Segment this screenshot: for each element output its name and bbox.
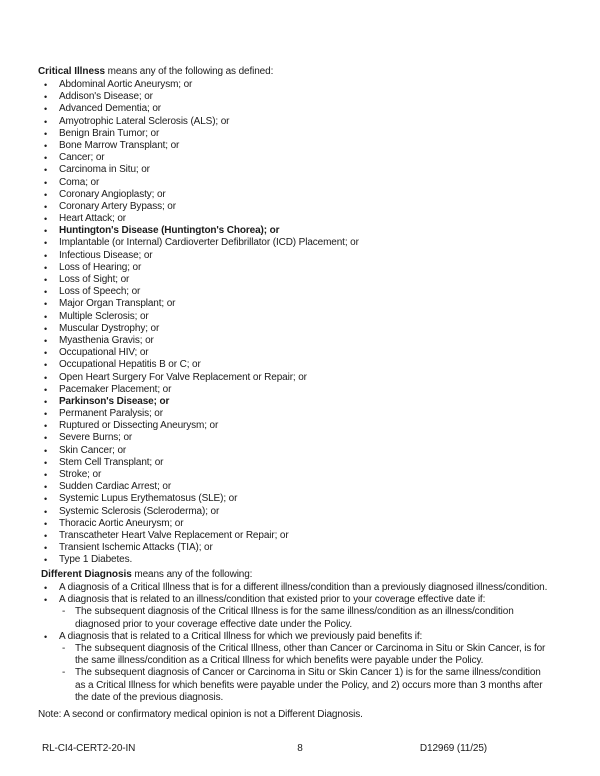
bullet-icon: • — [44, 92, 48, 103]
list-item-text: The subsequent diagnosis of Cancer or Carcinoma in Situ or Skin Cancer 1) is for the same illness/condition — [75, 667, 541, 679]
list-item-text: The subsequent diagnosis of the Critical Illness, other than Cancer or Carcinoma in Situ or Skin Cancer, is for — [75, 642, 546, 654]
bullet-icon: • — [44, 555, 48, 566]
list-item-text: Pacemaker Placement; or — [59, 383, 172, 395]
list-item-text: Stem Cell Transplant; or — [59, 456, 164, 468]
bullet-icon: • — [44, 421, 48, 432]
dash-icon: - — [62, 606, 66, 618]
dash-spacer — [62, 619, 75, 631]
list-item — [38, 408, 586, 420]
bullet-icon: • — [44, 323, 48, 334]
bullet-icon: • — [44, 226, 48, 237]
list-item — [38, 323, 586, 335]
dash-icon: - — [62, 642, 66, 654]
dash-spacer — [62, 655, 75, 667]
bullet-icon: • — [44, 335, 48, 346]
bullet-icon: • — [44, 287, 48, 298]
list-item-text: A diagnosis that is related to a Critical Illness for which we previously paid benefits if: — [59, 630, 423, 642]
list-item — [38, 103, 586, 115]
list-item — [38, 311, 586, 323]
bullet-icon: • — [44, 275, 48, 285]
list-item-text: Coronary Angioplasty; or — [59, 188, 166, 200]
bullet-icon: • — [44, 470, 48, 480]
list-item — [38, 250, 586, 262]
list-item — [38, 164, 586, 176]
list-item-text: Abdominal Aortic Aneurysm; or — [59, 79, 193, 90]
bullet-icon: • — [44, 214, 48, 225]
list-item-text: Ruptured or Dissecting Aneurysm; or — [59, 420, 219, 432]
bullet-icon: • — [44, 494, 48, 505]
footer-form-number: RL-CI4-CERT2-20-IN — [42, 743, 136, 754]
list-item — [38, 189, 586, 201]
critical-illness-heading-rest: means any of the following as defined: — [105, 66, 274, 77]
bullet-icon: • — [44, 238, 48, 249]
list-item — [38, 420, 586, 432]
list-item — [38, 542, 586, 554]
dash-icon: - — [62, 667, 66, 679]
list-item-text: Skin Cancer; or — [59, 444, 127, 456]
list-item — [38, 335, 586, 347]
page-footer — [0, 743, 600, 757]
list-item — [38, 347, 586, 359]
bullet-icon: • — [44, 348, 48, 359]
list-item — [38, 481, 586, 493]
sub-list-item — [38, 643, 586, 655]
critical-illness-term: Critical Illness — [38, 66, 106, 77]
bullet-icon: • — [44, 482, 48, 493]
list-item-text: Coronary Artery Bypass; or — [59, 200, 176, 212]
bullet-icon: • — [44, 165, 48, 176]
bullet-icon: • — [44, 457, 48, 468]
bullet-icon: • — [44, 153, 48, 164]
list-item-text: Parkinson's Disease; or — [59, 395, 170, 407]
list-item-text: Muscular Dystrophy; or — [59, 322, 160, 334]
bullet-icon: • — [44, 543, 48, 554]
list-item — [38, 213, 586, 225]
list-item-text: Major Organ Transplant; or — [59, 298, 176, 310]
list-item — [38, 359, 586, 371]
bullet-icon: • — [44, 433, 48, 444]
list-item-text: Huntington's Disease (Huntington's Chorea); or — [59, 225, 280, 237]
list-item-text: Loss of Speech; or — [59, 286, 141, 298]
list-item-text: Amyotrophic Lateral Sclerosis (ALS); or — [59, 115, 230, 127]
list-item — [38, 506, 586, 518]
list-item — [38, 116, 586, 128]
list-item-text: Coma; or — [59, 176, 100, 188]
list-item-text: Stroke; or — [59, 469, 102, 480]
list-item — [38, 262, 586, 274]
bullet-icon: • — [44, 384, 48, 395]
bullet-icon: • — [44, 189, 48, 200]
list-item-text: Severe Burns; or — [59, 432, 133, 444]
dash-spacer — [62, 692, 75, 704]
list-item-text: Infectious Disease; or — [59, 249, 153, 261]
list-item — [38, 128, 586, 140]
list-item-text: Implantable (or Internal) Cardioverter Defibrillator (ICD) Placement; or — [59, 237, 359, 249]
list-item — [38, 140, 586, 152]
list-item — [38, 631, 586, 643]
critical-illness-heading — [38, 65, 586, 78]
bullet-icon: • — [44, 262, 48, 273]
bullet-icon: • — [44, 445, 48, 456]
dash-spacer — [62, 680, 75, 692]
list-item-text: Systemic Sclerosis (Scleroderma); or — [59, 505, 220, 517]
bullet-icon: • — [44, 595, 48, 606]
list-item-text: A diagnosis that is related to an illness/condition that existed prior to your coverage effective date if: — [59, 594, 486, 606]
sub-list-item — [38, 692, 586, 704]
different-diagnosis-heading-rest: means any of the following: — [131, 569, 253, 580]
bullet-icon: • — [44, 311, 48, 322]
list-item — [38, 298, 586, 310]
list-item-text: Occupational Hepatitis B or C; or — [59, 359, 201, 371]
footer-page-number: 8 — [297, 743, 303, 754]
sub-list-item — [38, 655, 586, 667]
list-item — [38, 372, 586, 384]
list-item-text: Transient Ischemic Attacks (TIA); or — [59, 542, 213, 554]
bullet-icon: • — [44, 80, 48, 90]
list-item-text: the same illness/condition as a Critical Illness for which benefits were payable under the Policy. — [75, 655, 484, 667]
list-item — [38, 396, 586, 408]
list-item-text: A diagnosis of a Critical Illness that is for a different illness/condition than a previously diagnosed illness/condition. — [59, 582, 548, 593]
bullet-icon: • — [44, 116, 48, 127]
list-item — [38, 530, 586, 542]
bullet-icon: • — [44, 583, 48, 593]
list-item-text: Advanced Dementia; or — [59, 103, 161, 115]
list-item-text: Permanent Paralysis; or — [59, 408, 163, 420]
list-item — [38, 594, 586, 606]
sub-list-item — [38, 667, 586, 679]
different-diagnosis-term: Different Diagnosis — [41, 569, 132, 580]
list-item — [38, 152, 586, 164]
bullet-icon: • — [44, 128, 48, 139]
different-diagnosis-heading — [38, 568, 586, 581]
different-diagnosis-section — [38, 568, 586, 704]
list-item-text: Systemic Lupus Erythematosus (SLE); or — [59, 493, 238, 505]
list-item-text: Benign Brain Tumor; or — [59, 127, 160, 139]
list-item-text: Addison's Disease; or — [59, 91, 153, 103]
list-item — [38, 384, 586, 396]
bullet-icon: • — [44, 177, 48, 188]
list-item — [38, 201, 586, 213]
footer-document-code: D12969 (11/25) — [419, 743, 487, 754]
list-item-text: Loss of Sight; or — [59, 274, 130, 285]
list-item-text: Type 1 Diabetes. — [59, 554, 133, 566]
list-item — [38, 79, 586, 91]
sub-list-item — [38, 619, 586, 631]
list-item — [38, 554, 586, 566]
list-item — [38, 225, 586, 237]
list-item-text: as a Critical Illness for which benefits were payable under the Policy, and 2) occurs more than 3 months after — [75, 679, 543, 691]
bullet-icon: • — [44, 104, 48, 115]
bullet-icon: • — [44, 250, 48, 261]
different-diagnosis-list — [38, 582, 586, 704]
bullet-icon: • — [44, 409, 48, 420]
list-item-text: Loss of Hearing; or — [59, 261, 142, 273]
critical-illness-section — [38, 65, 586, 567]
bullet-icon: • — [44, 372, 48, 383]
list-item-text: Open Heart Surgery For Valve Replacement or Repair; or — [59, 371, 307, 383]
list-item-text: Bone Marrow Transplant; or — [59, 139, 180, 151]
bullet-icon: • — [44, 360, 48, 371]
list-item — [38, 286, 586, 298]
list-item-text: diagnosed prior to your coverage effective date under the Policy. — [75, 618, 353, 630]
list-item-text: the date of the previous diagnosis. — [75, 691, 224, 703]
list-item — [38, 274, 586, 286]
list-item-text: Thoracic Aortic Aneurysm; or — [59, 517, 184, 529]
list-item-text: Myasthenia Gravis; or — [59, 334, 154, 346]
list-item — [38, 445, 586, 457]
sub-list-item — [38, 680, 586, 692]
list-item-text: Occupational HIV; or — [59, 347, 149, 359]
list-item — [38, 432, 586, 444]
list-item-text: Multiple Sclerosis; or — [59, 310, 149, 322]
bullet-icon: • — [44, 506, 48, 517]
bullet-icon: • — [44, 140, 48, 151]
list-item — [38, 582, 586, 594]
sub-list-item — [38, 606, 586, 618]
bullet-icon: • — [44, 299, 48, 310]
list-item — [38, 493, 586, 505]
note-text: Note: A second or confirmatory medical opinion is not a Different Diagnosis. — [38, 709, 363, 720]
list-item — [38, 457, 586, 469]
list-item — [38, 518, 586, 530]
list-item-text: The subsequent diagnosis of the Critical Illness is for the same illness/condition as an illness/condition — [75, 606, 514, 618]
list-item-text: Transcatheter Heart Valve Replacement or Repair; or — [59, 529, 289, 541]
list-item-text: Cancer; or — [59, 152, 105, 164]
list-item-text: Sudden Cardiac Arrest; or — [59, 481, 172, 493]
bullet-icon: • — [44, 201, 48, 212]
bullet-icon: • — [44, 530, 48, 541]
bullet-icon: • — [44, 518, 48, 529]
list-item-text: Carcinoma in Situ; or — [59, 164, 150, 176]
list-item — [38, 177, 586, 189]
bullet-icon: • — [44, 631, 48, 642]
list-item — [38, 469, 586, 481]
list-item-text: Heart Attack; or — [59, 213, 126, 225]
critical-illness-list — [38, 79, 586, 567]
list-item — [38, 91, 586, 103]
bullet-icon: • — [44, 396, 48, 407]
list-item — [38, 237, 586, 249]
